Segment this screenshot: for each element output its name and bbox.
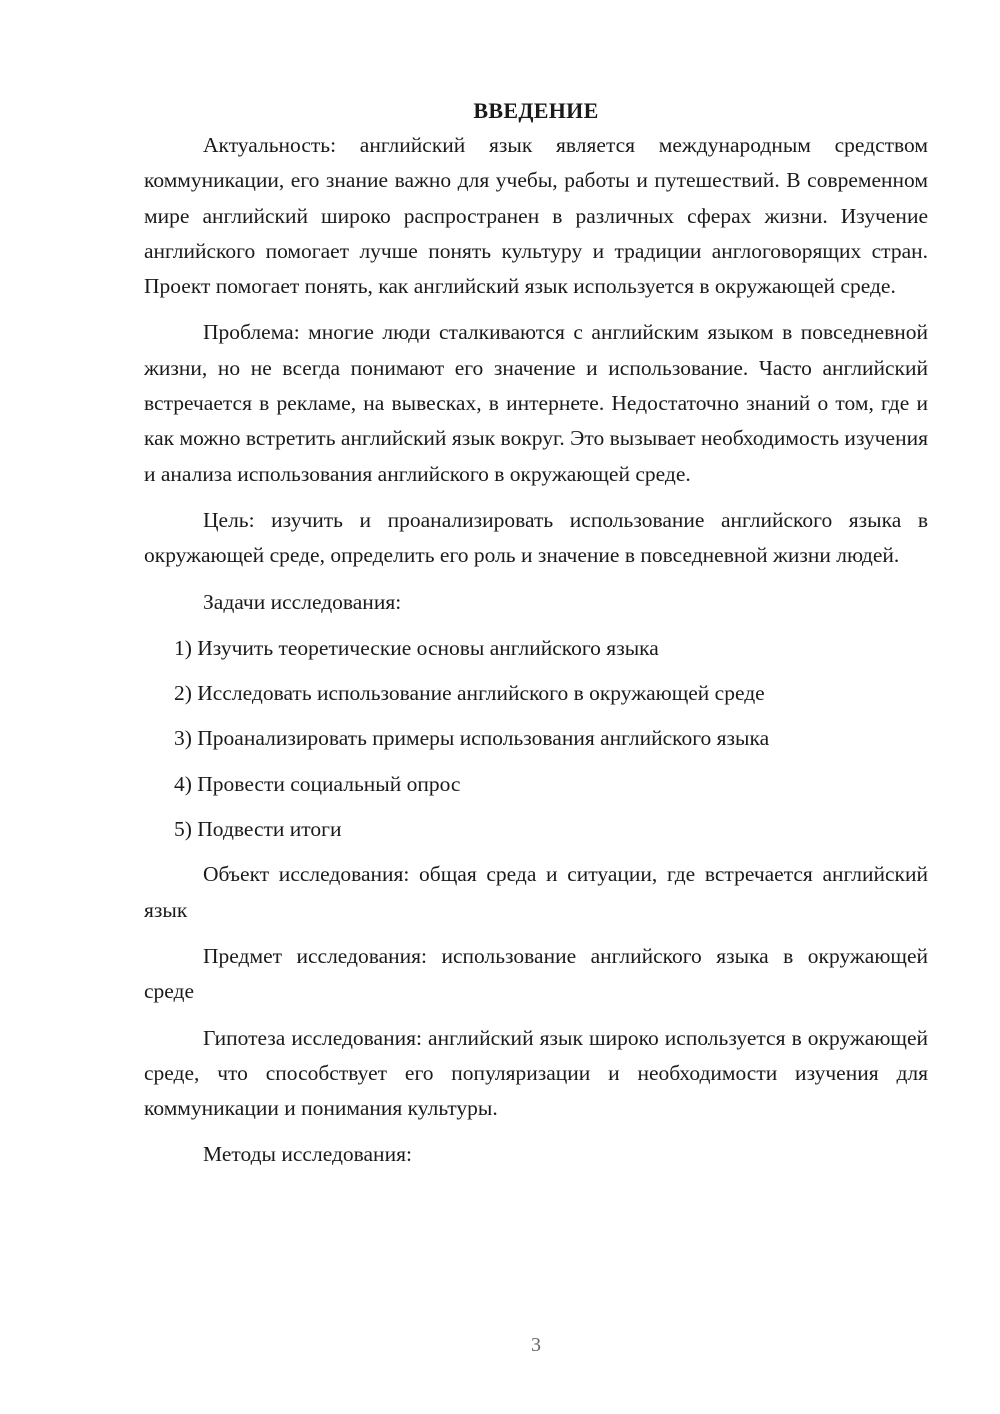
list-item: 5) Подвести итоги bbox=[174, 817, 342, 842]
list-item: 3) Проанализировать примеры использования английского языка bbox=[174, 726, 770, 751]
relevance-paragraph: Актуальность: английский язык является международным средством коммуникации, его знание важно для учебы, работы и путешествий. В современном мире английский широко распространен в различных сферах жизни. Изучение английского помогает лучше понять культуру и традиции англоговорящих стран. Проект помогает понять, как английский язык используется в окружающей среде. bbox=[144, 133, 928, 299]
list-item: 2) Исследовать использование английского в окружающей среде bbox=[174, 681, 765, 706]
subject-paragraph: Предмет исследования: использование английского языка в окружающей среде bbox=[144, 943, 928, 1004]
goal-paragraph: Цель: изучить и проанализировать использование английского языка в окружающей среде, определить его роль и значение в повседневной жизни людей. bbox=[144, 507, 928, 568]
list-item: 1) Изучить теоретические основы английского языка bbox=[174, 635, 659, 660]
section-title: ВВЕДЕНИЕ bbox=[473, 98, 599, 123]
hypothesis-paragraph: Гипотеза исследования: английский язык широко используется в окружающей среде, что способствует его популяризации и необходимости изучения для коммуникации и понимания культуры. bbox=[144, 1025, 928, 1121]
methods-heading: Методы исследования: bbox=[203, 1142, 412, 1167]
tasks-heading: Задачи исследования: bbox=[203, 589, 402, 614]
object-paragraph: Объект исследования: общая среда и ситуации, где встречается английский язык bbox=[144, 862, 928, 922]
page-number: 3 bbox=[531, 1334, 541, 1356]
document-page bbox=[144, 94, 928, 1184]
tasks-list bbox=[144, 631, 928, 847]
problem-paragraph: Проблема: многие люди сталкиваются с английским языком в повседневной жизни, но не всегда понимают его значение и использование. Часто английский встречается в рекламе, на вывесках, в интернете. Недостаточно знаний о том, где и как можно встретить английский язык вокруг. Это вызывает необходимость изучения и анализа использования английского в окружающей среде. bbox=[144, 320, 928, 486]
list-item: 4) Провести социальный опрос bbox=[174, 771, 461, 796]
